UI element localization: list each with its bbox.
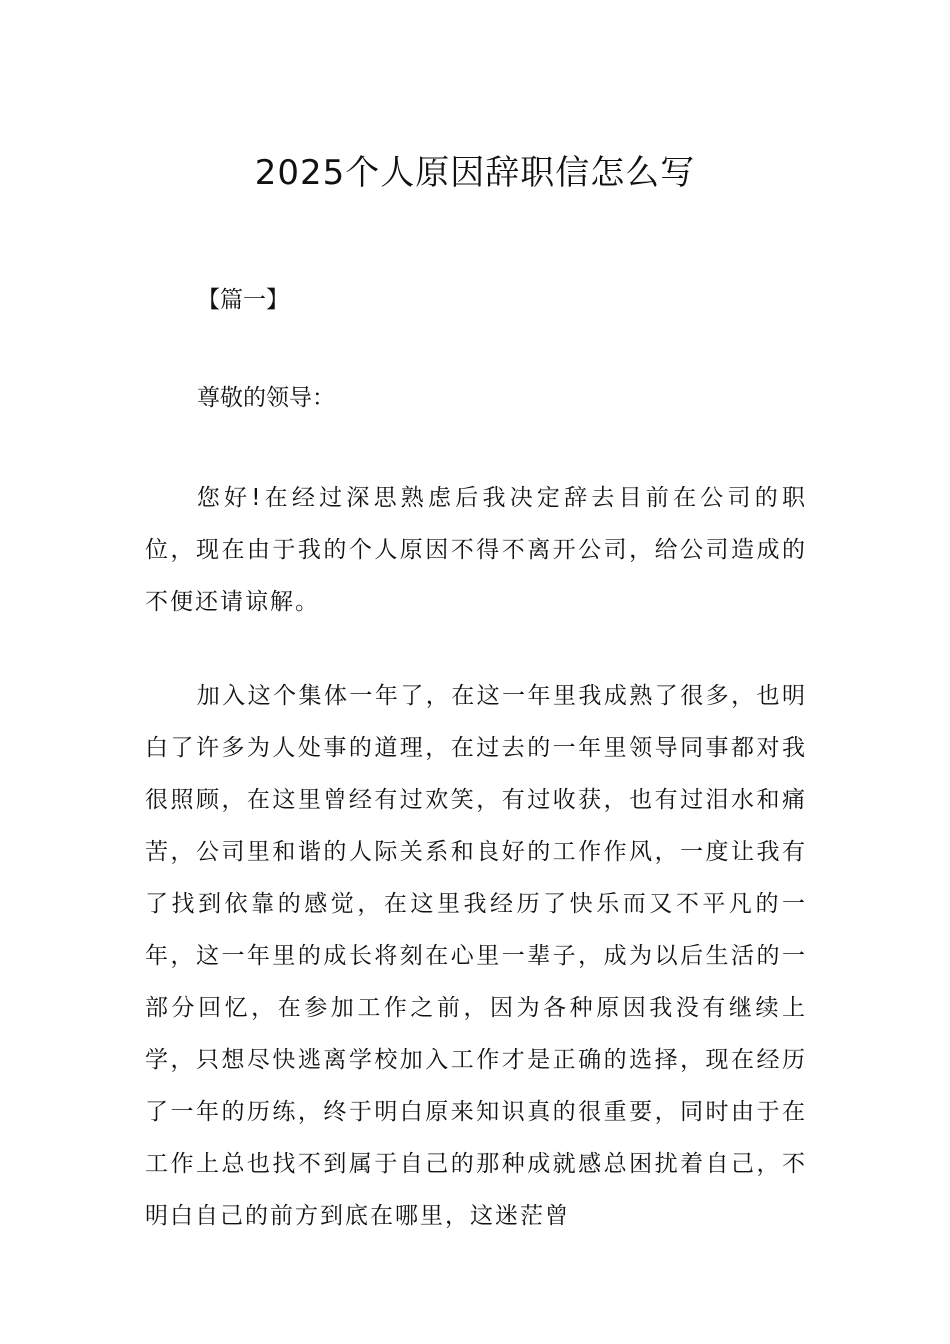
body-paragraph-1: 您好!在经过深思熟虑后我决定辞去目前在公司的职位，现在由于我的个人原因不得不离开公司，给公司造成的不便还请谅解。 (145, 485, 807, 615)
document-title: 2025个人原因辞职信怎么写 (254, 152, 696, 193)
section-label: 【篇一】 (197, 287, 289, 313)
body-paragraph-2: 加入这个集体一年了，在这一年里我成熟了很多，也明白了许多为人处事的道理，在过去的一年里领导同事都对我很照顾，在这里曾经有过欢笑，有过收获，也有过泪水和痛苦，公司里和谐的人际关系和良好的工作作风，一度让我有了找到依靠的感觉，在这里我经历了快乐而又不平凡的一年，这一年里的成长将刻在心里一辈子，成为以后生活的一部分回忆，在参加工作之前，因为各种原因我没有继续上学，只想尽快逃离学校加入工作才是正确的选择，现在经历了一年的历练，终于明白原来知识真的很重要，同时由于在工作上总也找不到属于自己的那种成就感总困扰着自己，不明白自己的前方到底在哪里，这迷茫曾 (145, 683, 807, 1229)
salutation: 尊敬的领导： (197, 385, 335, 411)
